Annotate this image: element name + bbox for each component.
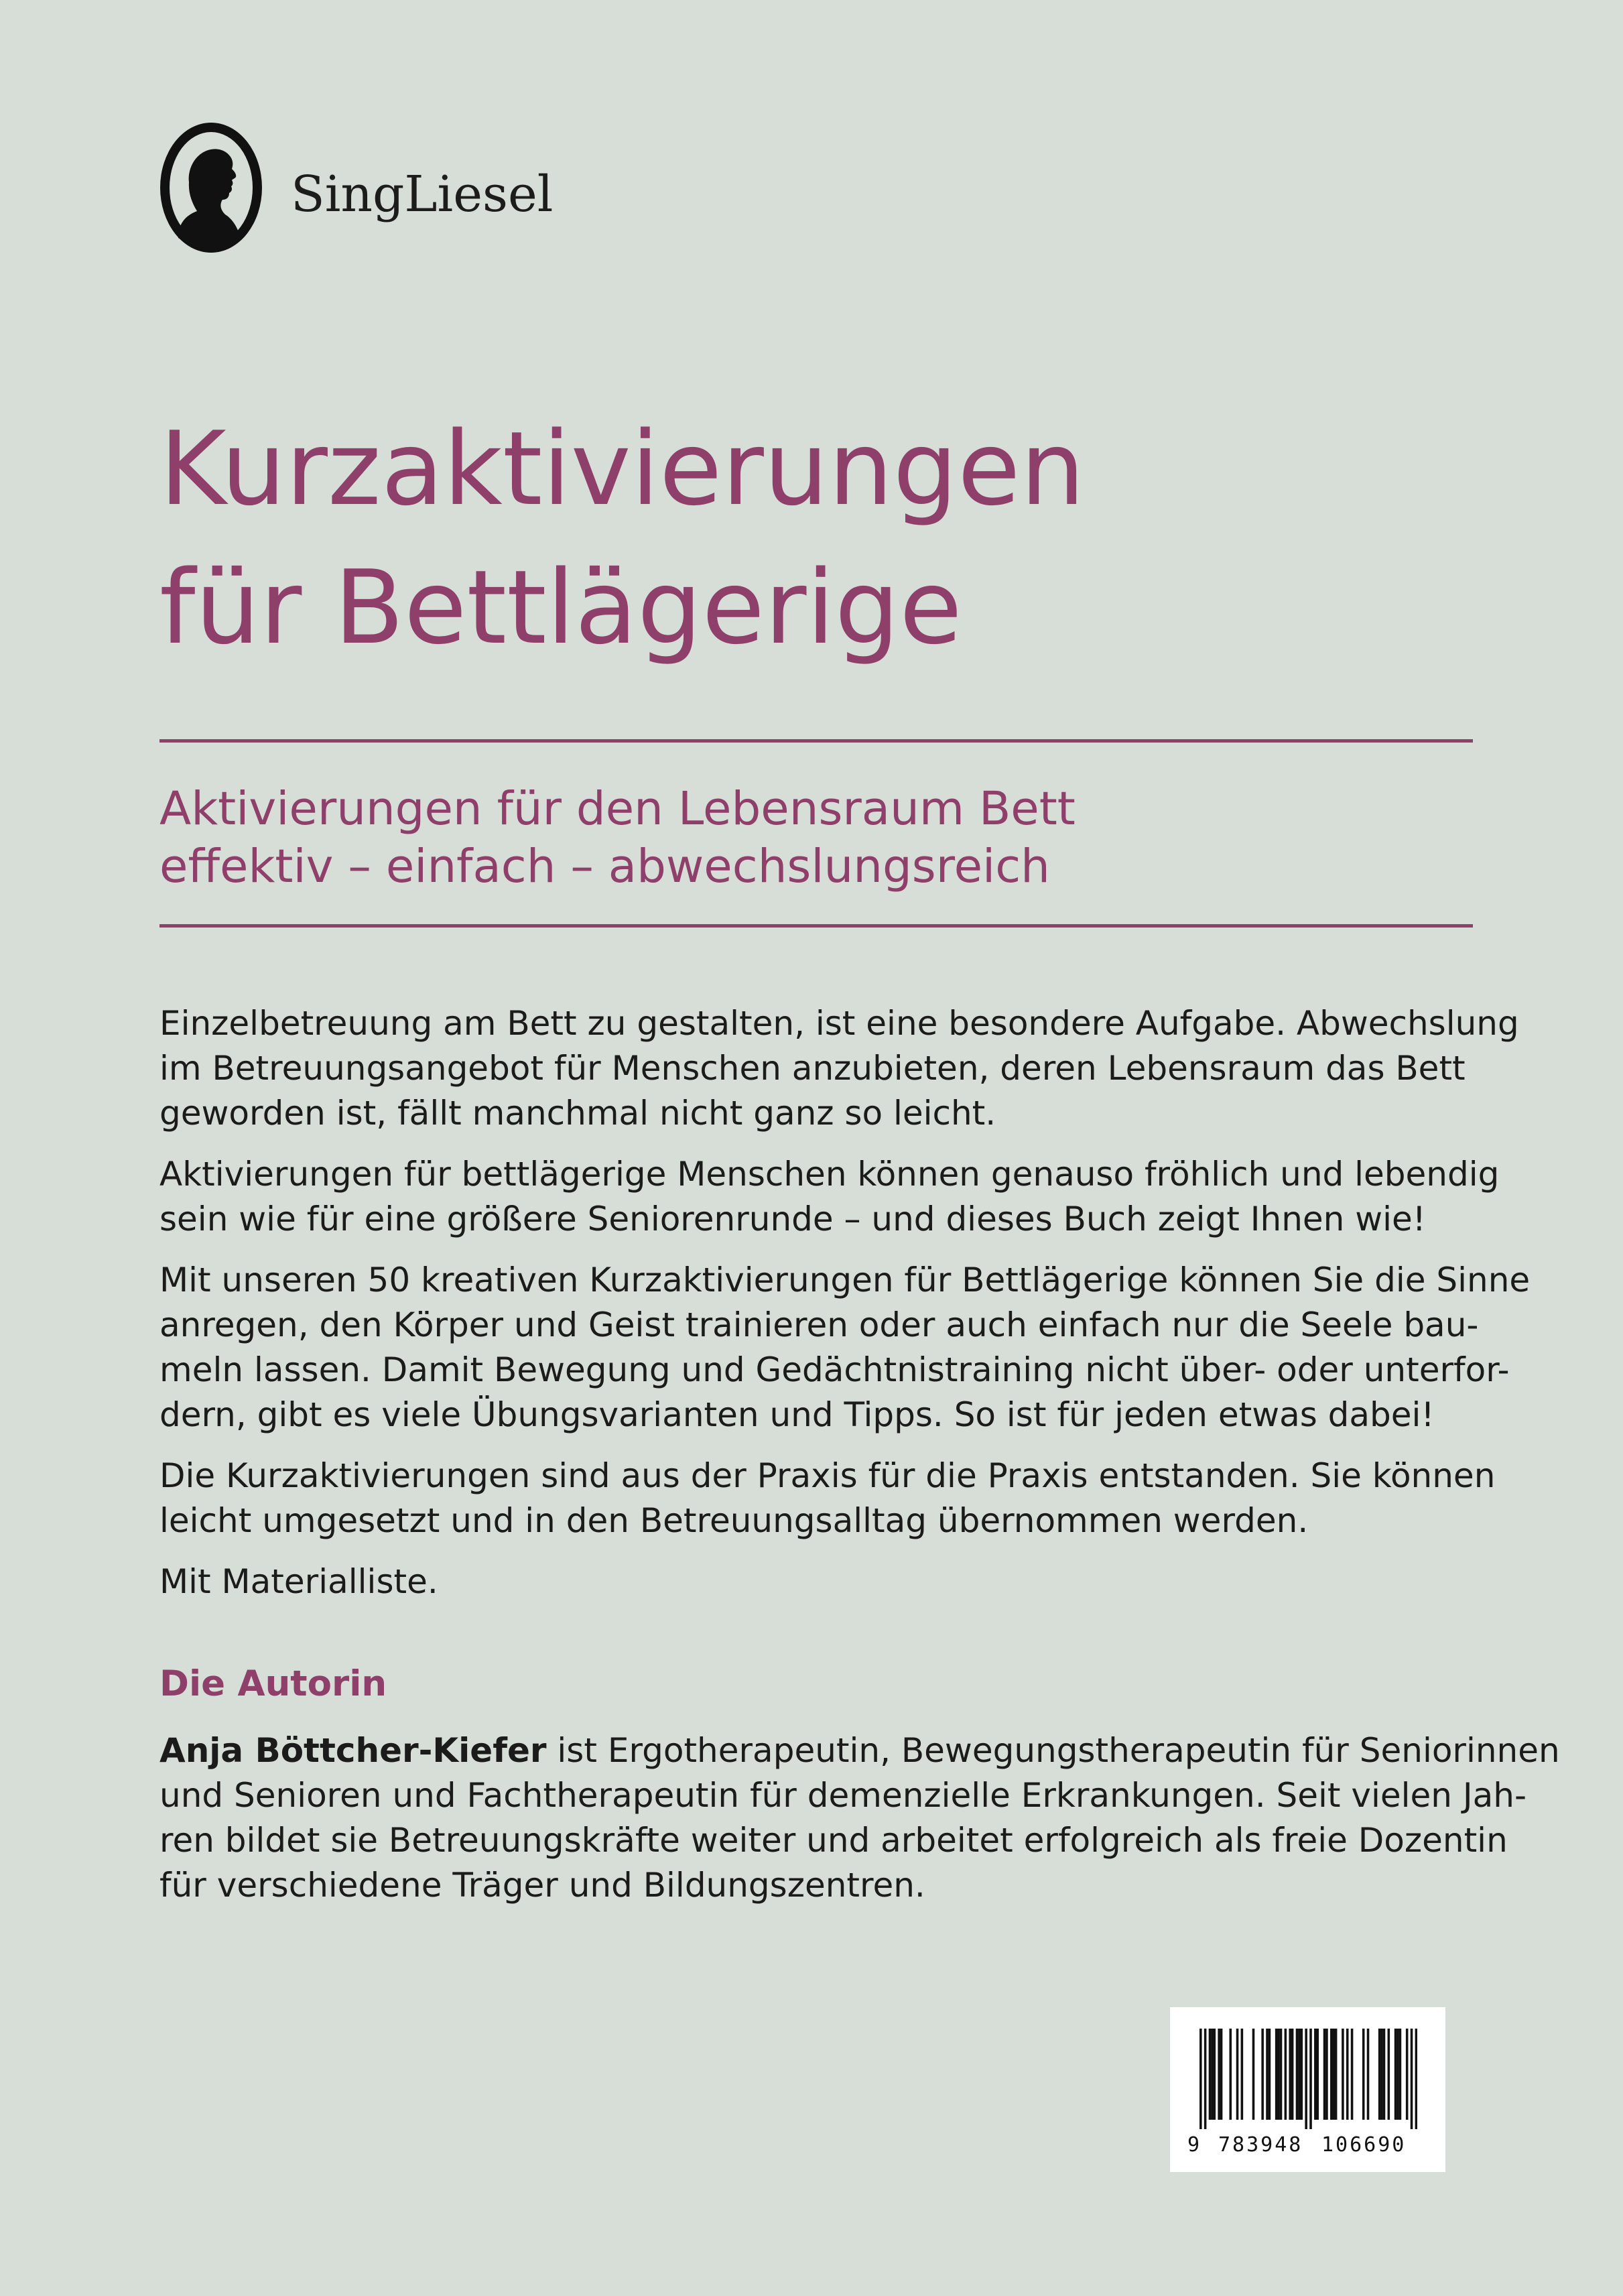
barcode-bar	[1342, 2029, 1344, 2120]
barcode-bar	[1211, 2029, 1214, 2120]
description-paragraph	[159, 1152, 1500, 1242]
barcode-bar	[1241, 2029, 1244, 2120]
description-line: leicht umgesetzt und in den Betreuungsalltag übernommen werden.	[159, 1501, 1309, 1540]
silhouette-portrait-icon	[158, 121, 264, 255]
barcode-bar	[1277, 2029, 1280, 2120]
barcode-bar	[1362, 2029, 1365, 2120]
barcode-bars	[1199, 2029, 1417, 2129]
author-heading: Die Autorin	[159, 1663, 387, 1704]
description-line: anregen, den Körper und Geist trainieren oder auch einfach nur die Seele bau-	[159, 1305, 1479, 1344]
description-line: im Betreuungsangebot für Menschen anzubieten, deren Lebensraum das Bett	[159, 1049, 1466, 1088]
barcode-bar	[1388, 2029, 1390, 2120]
description-paragraph	[159, 1001, 1519, 1136]
author-bio-text: ist Ergotherapeutin, Bewegungstherapeutin für Seniorinnen	[546, 1731, 1560, 1770]
barcode-bar	[1199, 2029, 1202, 2129]
description-line: meln lassen. Damit Bewegung und Gedächtnistraining nicht über- oder unterfor-	[159, 1350, 1510, 1389]
barcode-bar	[1214, 2029, 1216, 2120]
barcode-bar	[1285, 2029, 1287, 2120]
barcode-bar	[1406, 2029, 1409, 2120]
barcode-digits-right: 106690	[1321, 2133, 1407, 2157]
author-name: Anja Böttcher-Kiefer	[159, 1731, 547, 1770]
barcode-bar	[1397, 2029, 1399, 2120]
barcode-bar	[1332, 2029, 1335, 2120]
barcode-bar	[1323, 2029, 1326, 2120]
barcode-bar	[1351, 2029, 1354, 2120]
barcode-bar	[1314, 2029, 1317, 2120]
barcode-bar	[1346, 2029, 1349, 2120]
barcode-bar	[1209, 2029, 1212, 2120]
barcode-bar	[1218, 2029, 1220, 2120]
barcode-bar	[1220, 2029, 1223, 2120]
book-subtitle	[159, 780, 1473, 895]
barcode-bar	[1266, 2029, 1269, 2120]
description-line: Mit unseren 50 kreativen Kurzaktivierungen für Bettlägerige können Sie die Sinne	[159, 1261, 1531, 1299]
book-subtitle-line: effektiv – einfach – abwechslungsreich	[159, 840, 1050, 893]
barcode-bar	[1261, 2029, 1264, 2120]
description-paragraph	[159, 1454, 1496, 1543]
book-title	[159, 399, 1493, 677]
barcode-bar	[1305, 2029, 1307, 2129]
barcode-bar	[1275, 2029, 1278, 2120]
barcode-bar	[1291, 2029, 1294, 2120]
barcode-digits-left: 783948	[1218, 2133, 1303, 2157]
barcode-bar	[1415, 2029, 1417, 2129]
barcode-bar	[1229, 2029, 1232, 2120]
description-line: Einzelbetreuung am Bett zu gestalten, ist eine besondere Aufgabe. Abwechslung	[159, 1004, 1519, 1043]
barcode-bar	[1383, 2029, 1386, 2120]
description-paragraph	[159, 1258, 1531, 1438]
barcode-bar	[1367, 2029, 1370, 2120]
barcode-bar	[1378, 2029, 1381, 2120]
publisher-name: SingLiesel	[291, 166, 554, 223]
barcode-bar	[1335, 2029, 1338, 2120]
barcode-bar	[1330, 2029, 1333, 2120]
isbn-barcode	[1170, 2007, 1445, 2172]
barcode-bar	[1411, 2029, 1413, 2129]
publisher-logo	[158, 121, 553, 255]
barcode-bar	[1301, 2029, 1303, 2120]
divider-top	[159, 739, 1473, 743]
author-bio	[159, 1728, 1560, 1908]
barcode-bar	[1204, 2029, 1207, 2129]
description-line: sein wie für eine größere Seniorenrunde – und dieses Buch zeigt Ihnen wie!	[159, 1200, 1426, 1238]
barcode-bar	[1399, 2029, 1402, 2120]
description-line: dern, gibt es viele Übungsvarianten und Tipps. So ist für jeden etwas dabei!	[159, 1395, 1435, 1434]
book-title-line: für Bettlägerige	[159, 548, 962, 667]
barcode-bar	[1309, 2029, 1312, 2129]
barcode-bar	[1394, 2029, 1397, 2120]
book-title-line: Kurzaktivierungen	[159, 409, 1085, 528]
description-line: Die Kurzaktivierungen sind aus der Praxis für die Praxis entstanden. Sie können	[159, 1456, 1496, 1495]
description-line: Aktivierungen für bettlägerige Menschen können genauso fröhlich und lebendig	[159, 1155, 1500, 1194]
barcode-digit-first: 9	[1187, 2133, 1200, 2157]
barcode-bar	[1280, 2029, 1283, 2120]
description-paragraph	[159, 1559, 1473, 1604]
barcode-bar	[1325, 2029, 1328, 2120]
barcode-bar	[1236, 2029, 1239, 2120]
barcode-bar	[1269, 2029, 1271, 2120]
description-line: Mit Materialliste.	[159, 1562, 438, 1601]
author-bio-line: ren bildet sie Betreuungskräfte weiter und arbeitet erfolgreich als freie Dozentin	[159, 1821, 1508, 1860]
barcode-bar	[1380, 2029, 1383, 2120]
barcode-bar	[1296, 2029, 1299, 2120]
book-subtitle-line: Aktivierungen für den Lebensraum Bett	[159, 782, 1076, 836]
author-bio-line: für verschiedene Träger und Bildungszentren.	[159, 1866, 925, 1905]
barcode-bar	[1252, 2029, 1255, 2120]
barcode-bar	[1316, 2029, 1319, 2120]
book-description	[159, 1001, 1531, 1620]
description-line: geworden ist, fällt manchmal nicht ganz so leicht.	[159, 1094, 996, 1133]
author-bio-line	[159, 1728, 1560, 1773]
barcode-bar	[1298, 2029, 1301, 2120]
divider-bottom	[159, 924, 1473, 928]
author-bio-line: und Senioren und Fachtherapeutin für demenzielle Erkrankungen. Seit vielen Jah-	[159, 1776, 1527, 1815]
barcode-bar	[1289, 2029, 1291, 2120]
